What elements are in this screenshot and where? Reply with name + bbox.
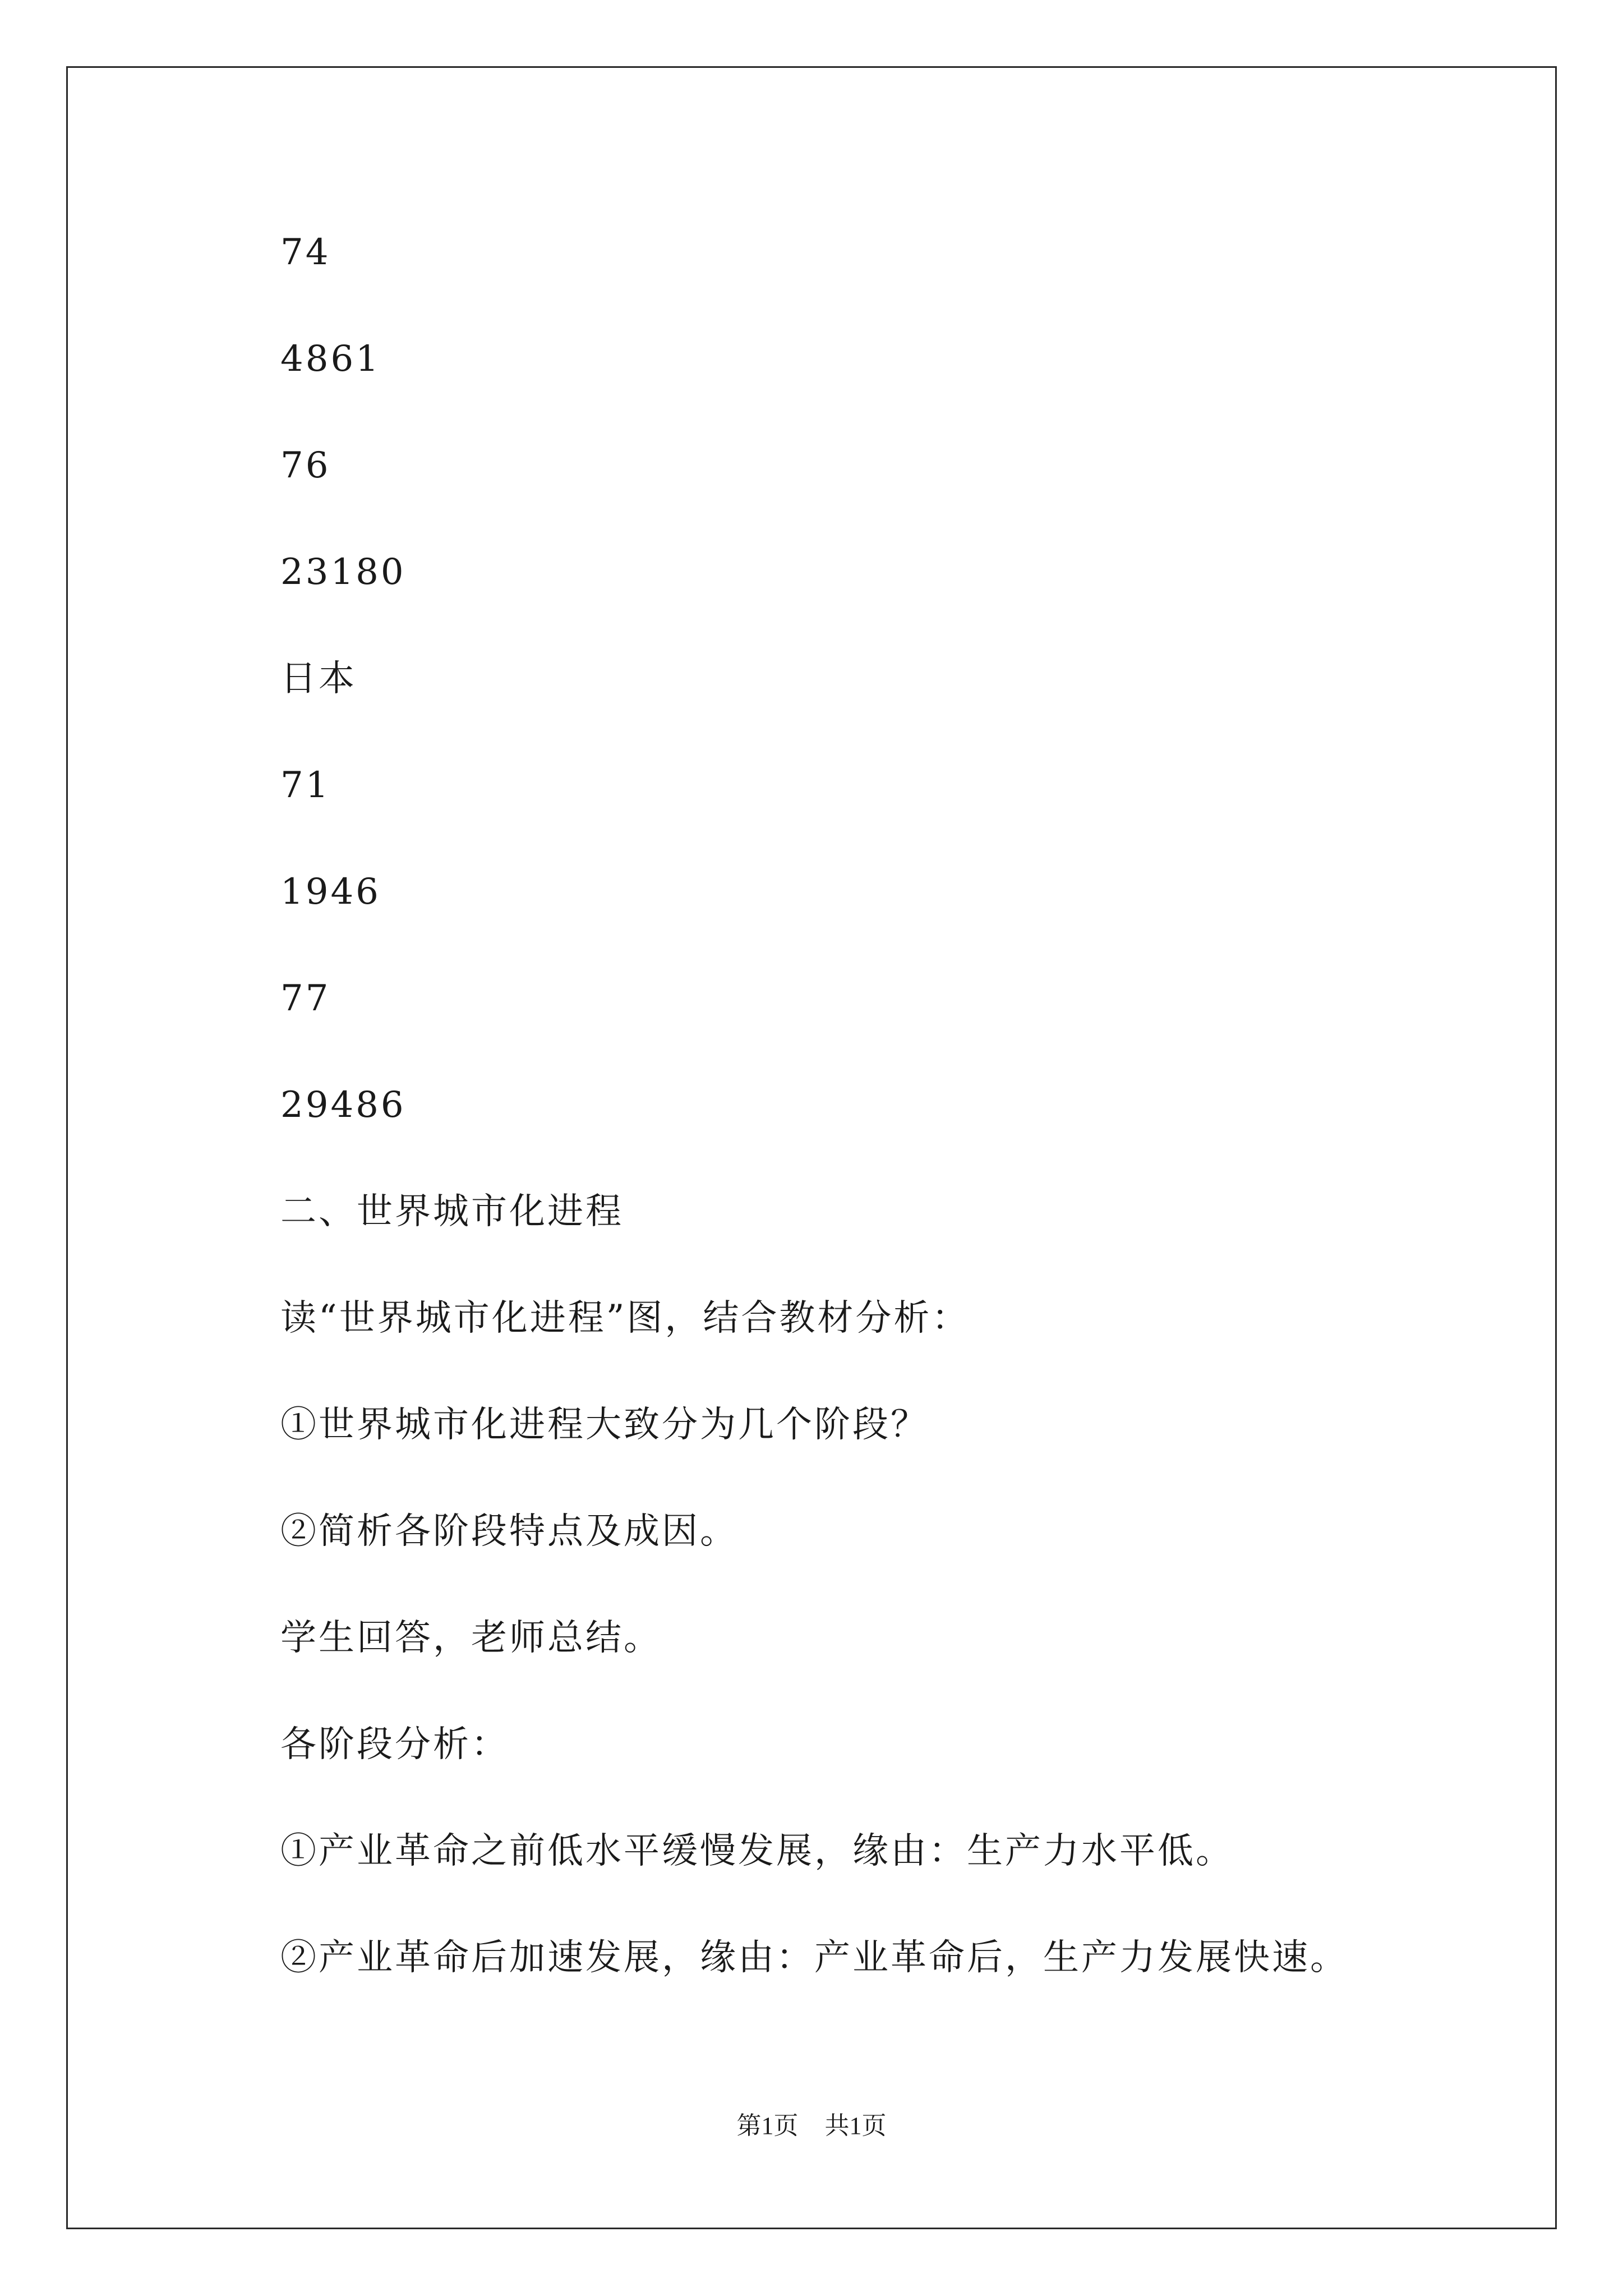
page-border [66, 66, 1557, 2229]
text-line: 4861 [280, 338, 381, 380]
text-line: 74 [280, 232, 331, 273]
text-line: 读“世界城市化进程”图，结合教材分析： [280, 1297, 970, 1339]
text-line: 23180 [280, 551, 406, 593]
text-line: 29486 [280, 1084, 406, 1126]
text-line: ①产业革命之前低水平缓慢发展，缘由：生产力水平低。 [280, 1830, 1234, 1872]
text-line: ②产业革命后加速发展，缘由：产业革命后，生产力发展快速。 [280, 1937, 1348, 1978]
text-line: 日本 [280, 658, 357, 700]
text-line: ②简析各阶段特点及成因。 [280, 1511, 738, 1552]
text-line: 各阶段分析： [280, 1724, 509, 1765]
page-number: 第1页 [736, 2112, 799, 2139]
section-heading: 二、世界城市化进程 [280, 1191, 624, 1232]
text-line: 71 [280, 765, 331, 806]
text-line: ①世界城市化进程大致分为几个阶段？ [280, 1404, 929, 1446]
text-line: 1946 [280, 871, 381, 913]
text-line: 学生回答，老师总结。 [280, 1617, 662, 1659]
page-footer [0, 2109, 1623, 2143]
page-total: 共1页 [824, 2112, 887, 2139]
text-line: 76 [280, 445, 331, 486]
text-line: 77 [280, 978, 331, 1019]
